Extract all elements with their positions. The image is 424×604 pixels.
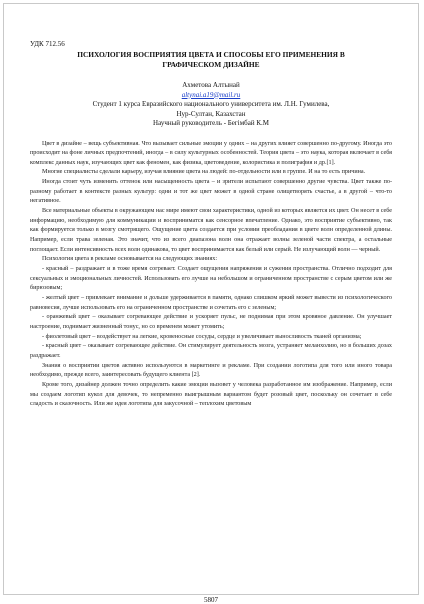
author-position: Студент 1 курса Евразийского национального университета им. Л.Н. Гумилева, — [92, 100, 330, 108]
author-email-link[interactable]: altynai.a19@mail.ru — [181, 90, 241, 99]
body-paragraph: Иногда стоит чуть изменить оттенок или насыщенность цвета – и зрители испытают совершенно другие чувства. Цвет также по-разному работает в контексте разных культур: одни и тот же цвет может в одной стране олицетворять счастье, а в другой – что-то негативное. — [30, 179, 392, 205]
article-body — [30, 140, 392, 410]
body-paragraph: - желтый цвет – привлекает внимание и дольше удерживается в памяти, однако слишком яркий может вывести из психологического равновесия, лучше использовать его на ограниченном пространстве и сочетать его с зеленым; — [30, 295, 392, 311]
author-supervisor: Научный руководитель - Бегімбай К.М — [153, 119, 269, 127]
udk-code: УДК 712.56 — [30, 40, 65, 48]
title-line: ГРАФИЧЕСКОМ ДИЗАЙНЕ — [162, 59, 260, 69]
title-line: ПСИХОЛОГИЯ ВОСПРИЯТИЯ ЦВЕТА И СПОСОБЫ ЕГО ПРИМЕНЕНИЯ В — [77, 50, 345, 59]
body-paragraph: Цвет в дизайне – вещь субъективная. Что вызывает сильные эмоции у одних – на других влияет совершенно по-другому. Иногда это происходит на фоне личных предпочтений, иногда – в силу культурных особенностей. Теория цвета – это наука, которая включает в себя комплекс данных наук, изучающих цвет как феномен, как физика, цветоведение, колористика и полиграфия и др.[1]. — [30, 140, 392, 166]
body-paragraph: Многие специалисты сделали карьеру, изучая влияние цвета на людей: по-отдельности или в группе. И на то есть причина. — [42, 169, 366, 176]
body-paragraph: - фиолетовый цвет – воздействует на легкие, кровеносные сосуды, сердце и увеличивает выносливость тканей организма; — [42, 333, 362, 340]
document-page — [30, 40, 392, 604]
body-paragraph: - оранжевый цвет – оказывает согревающее действие и ускоряет пульс, не поднимая при этом кровяное давление. Он улучшает настроение, поднимает жизненный тонус, но со временем может утомить; — [30, 314, 392, 330]
author-name: Ахметова Алтынай — [182, 81, 240, 89]
body-paragraph: Все материальные объекты в окружающем нас мире имеют свои характеристики, одной из которых является их цвет. Он несет в себе информацию, необходимую для коммуникации и восприниматся как сенсорное впечатление. Однако, это восприятие субъективно, так как формируется только в мозгу смотрящего. Ощущение цвета создается при условии преобладания в цвете волн определенной длины. Например, если трава зеленая. Это значит, что из всего диапазона волн она отражает волны зеленой части спектра, а остальные поглощает. Если интенсивность всех волн одинакова, то цвет воспринимается как белый или серый. Не излучающий волн — черный. — [30, 208, 392, 253]
body-paragraph: - красный – раздражает и в тоже время согревает. Создает ощущения напряжения и сужения пространства. Отлично подходит для сексуальных и эмоциональных личностей. Использовать его лучше на небольшом и ограниченном пространстве с серым цветом или же бирюзовым; — [30, 266, 392, 292]
body-paragraph: Кроме того, дизайнер должен точно определить какие эмоции вызовет у человека разработанное им изображение. Например, если мы создаем логотип кукол для девочек, то непременно выигрышным вариантом будет розовый цвет, поскольку он сочетает в себе сладость и сказочность. Или же идея логотипа для закусочной – теплохим цветовым — [30, 381, 392, 408]
body-paragraph: Психология цвета в рекламе основывается на следующих знаниях: — [42, 256, 218, 263]
author-block — [30, 81, 392, 129]
article-title — [30, 50, 392, 69]
body-paragraph: Знания о восприятии цветов активно используются в маркетинге и рекламе. При создании логотипа для того или иного товара необходимо, прежде всего, заинтересовать будущего клиента [2]. — [30, 362, 392, 379]
body-paragraph: - красный цвет – оказывает согревающее действие. Он стимулирует деятельность мозга, устраняет меланхолию, но в больших дозах раздражает. — [30, 343, 392, 359]
author-city: Нур-Султан, Казахстан — [176, 109, 246, 118]
page-number: 5807 — [204, 596, 218, 604]
